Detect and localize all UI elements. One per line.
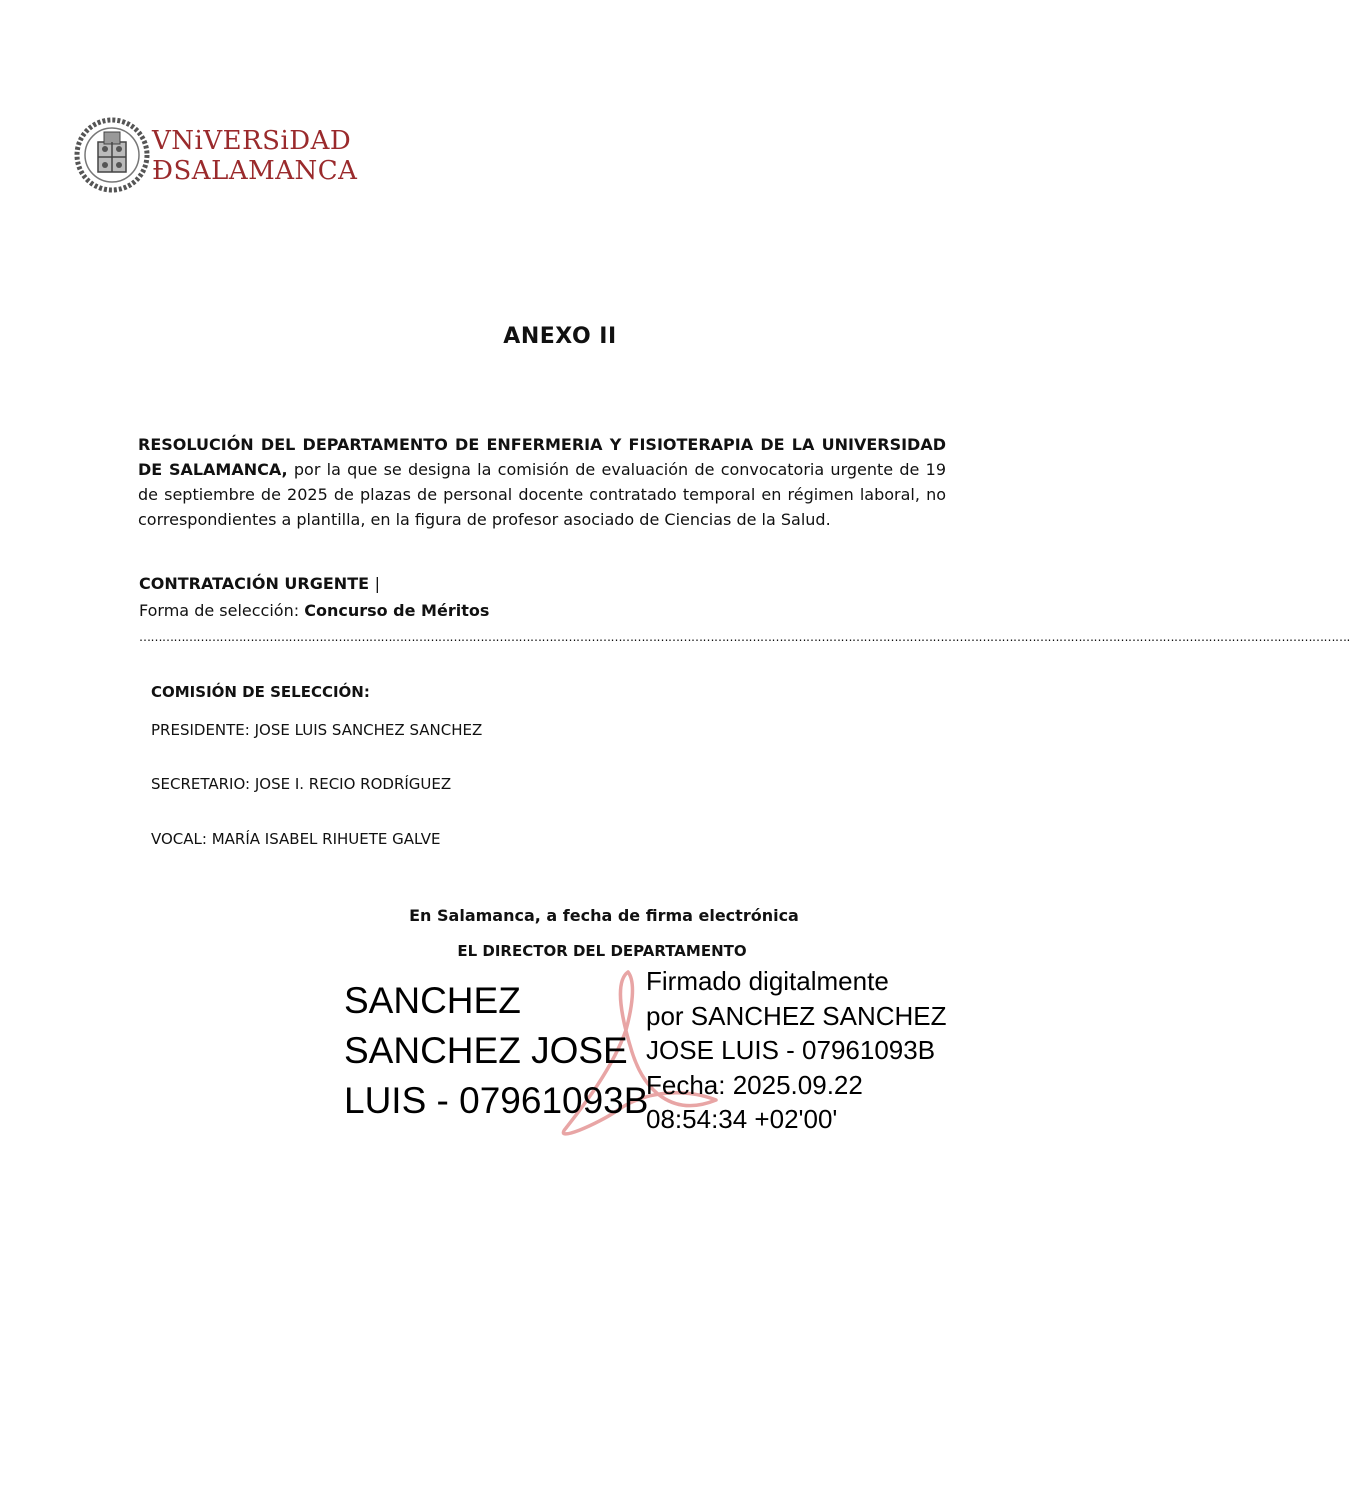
- comision-secretario: SECRETARIO: JOSE I. RECIO RODRÍGUEZ: [151, 775, 452, 793]
- university-seal-icon: [74, 116, 150, 194]
- logo-line-1: VNiVERSiDAD: [152, 126, 352, 156]
- place-date: En Salamanca, a fecha de firma electrónica: [409, 906, 799, 925]
- forma-seleccion: [139, 601, 489, 621]
- forma-value: Concurso de Méritos: [304, 601, 490, 620]
- contratacion-label: CONTRATACIÓN URGENTE: [139, 574, 370, 593]
- dotted-separator: ……………………………………………………………………………………………………………………………………………………………………………………………………………………………………………………………………………………….: [139, 630, 1350, 644]
- signature-name: [344, 976, 648, 1126]
- signature-detail-line-3: JOSE LUIS - 07961093B: [646, 1035, 936, 1065]
- resolution-heading: RESOLUCIÓN DEL DEPARTAMENTO DE ENFERMERIA Y FISIOTERAPIA DE LA UNIVERSIDAD DE SALAMANCA,: [138, 435, 946, 479]
- comision-title: COMISIÓN DE SELECCIÓN:: [151, 683, 370, 701]
- signature-name-line-1: SANCHEZ: [344, 980, 521, 1021]
- signature-detail-line-1: Firmado digitalmente: [646, 966, 889, 996]
- document-title: ANEXO II: [503, 324, 617, 349]
- signature-name-line-3: LUIS - 07961093B: [344, 1080, 649, 1121]
- signature-detail-line-5: 08:54:34 +02'00': [646, 1104, 838, 1134]
- signature-detail-line-2: por SANCHEZ SANCHEZ: [646, 1000, 947, 1031]
- resolution-body: por la que se designa la comisión de evaluación de convocatoria urgente de 19 de septiembre de 2025 de plazas de personal docente contratado temporal en régimen laboral, no correspondientes a plantilla, en la figura de profesor asociado de Ciencias de la Salud.: [138, 460, 947, 529]
- contratacion-line: [139, 574, 380, 594]
- forma-label: Forma de selección:: [139, 601, 305, 620]
- signature-detail-line-4: Fecha: 2025.09.22: [646, 1069, 863, 1100]
- signature-details: [646, 964, 947, 1137]
- resolution-paragraph: [138, 432, 946, 532]
- logo-wordmark: [152, 126, 357, 186]
- signature-name-line-2: SANCHEZ JOSE: [344, 1030, 628, 1071]
- comision-presidente: PRESIDENTE: JOSE LUIS SANCHEZ SANCHEZ: [151, 721, 483, 739]
- logo-line-2: ÐSALAMANCA: [152, 156, 358, 186]
- university-logo: [74, 116, 358, 196]
- contratacion-separator: |: [374, 574, 380, 593]
- comision-vocal: VOCAL: MARÍA ISABEL RIHUETE GALVE: [151, 830, 441, 848]
- director-title: EL DIRECTOR DEL DEPARTAMENTO: [457, 942, 747, 960]
